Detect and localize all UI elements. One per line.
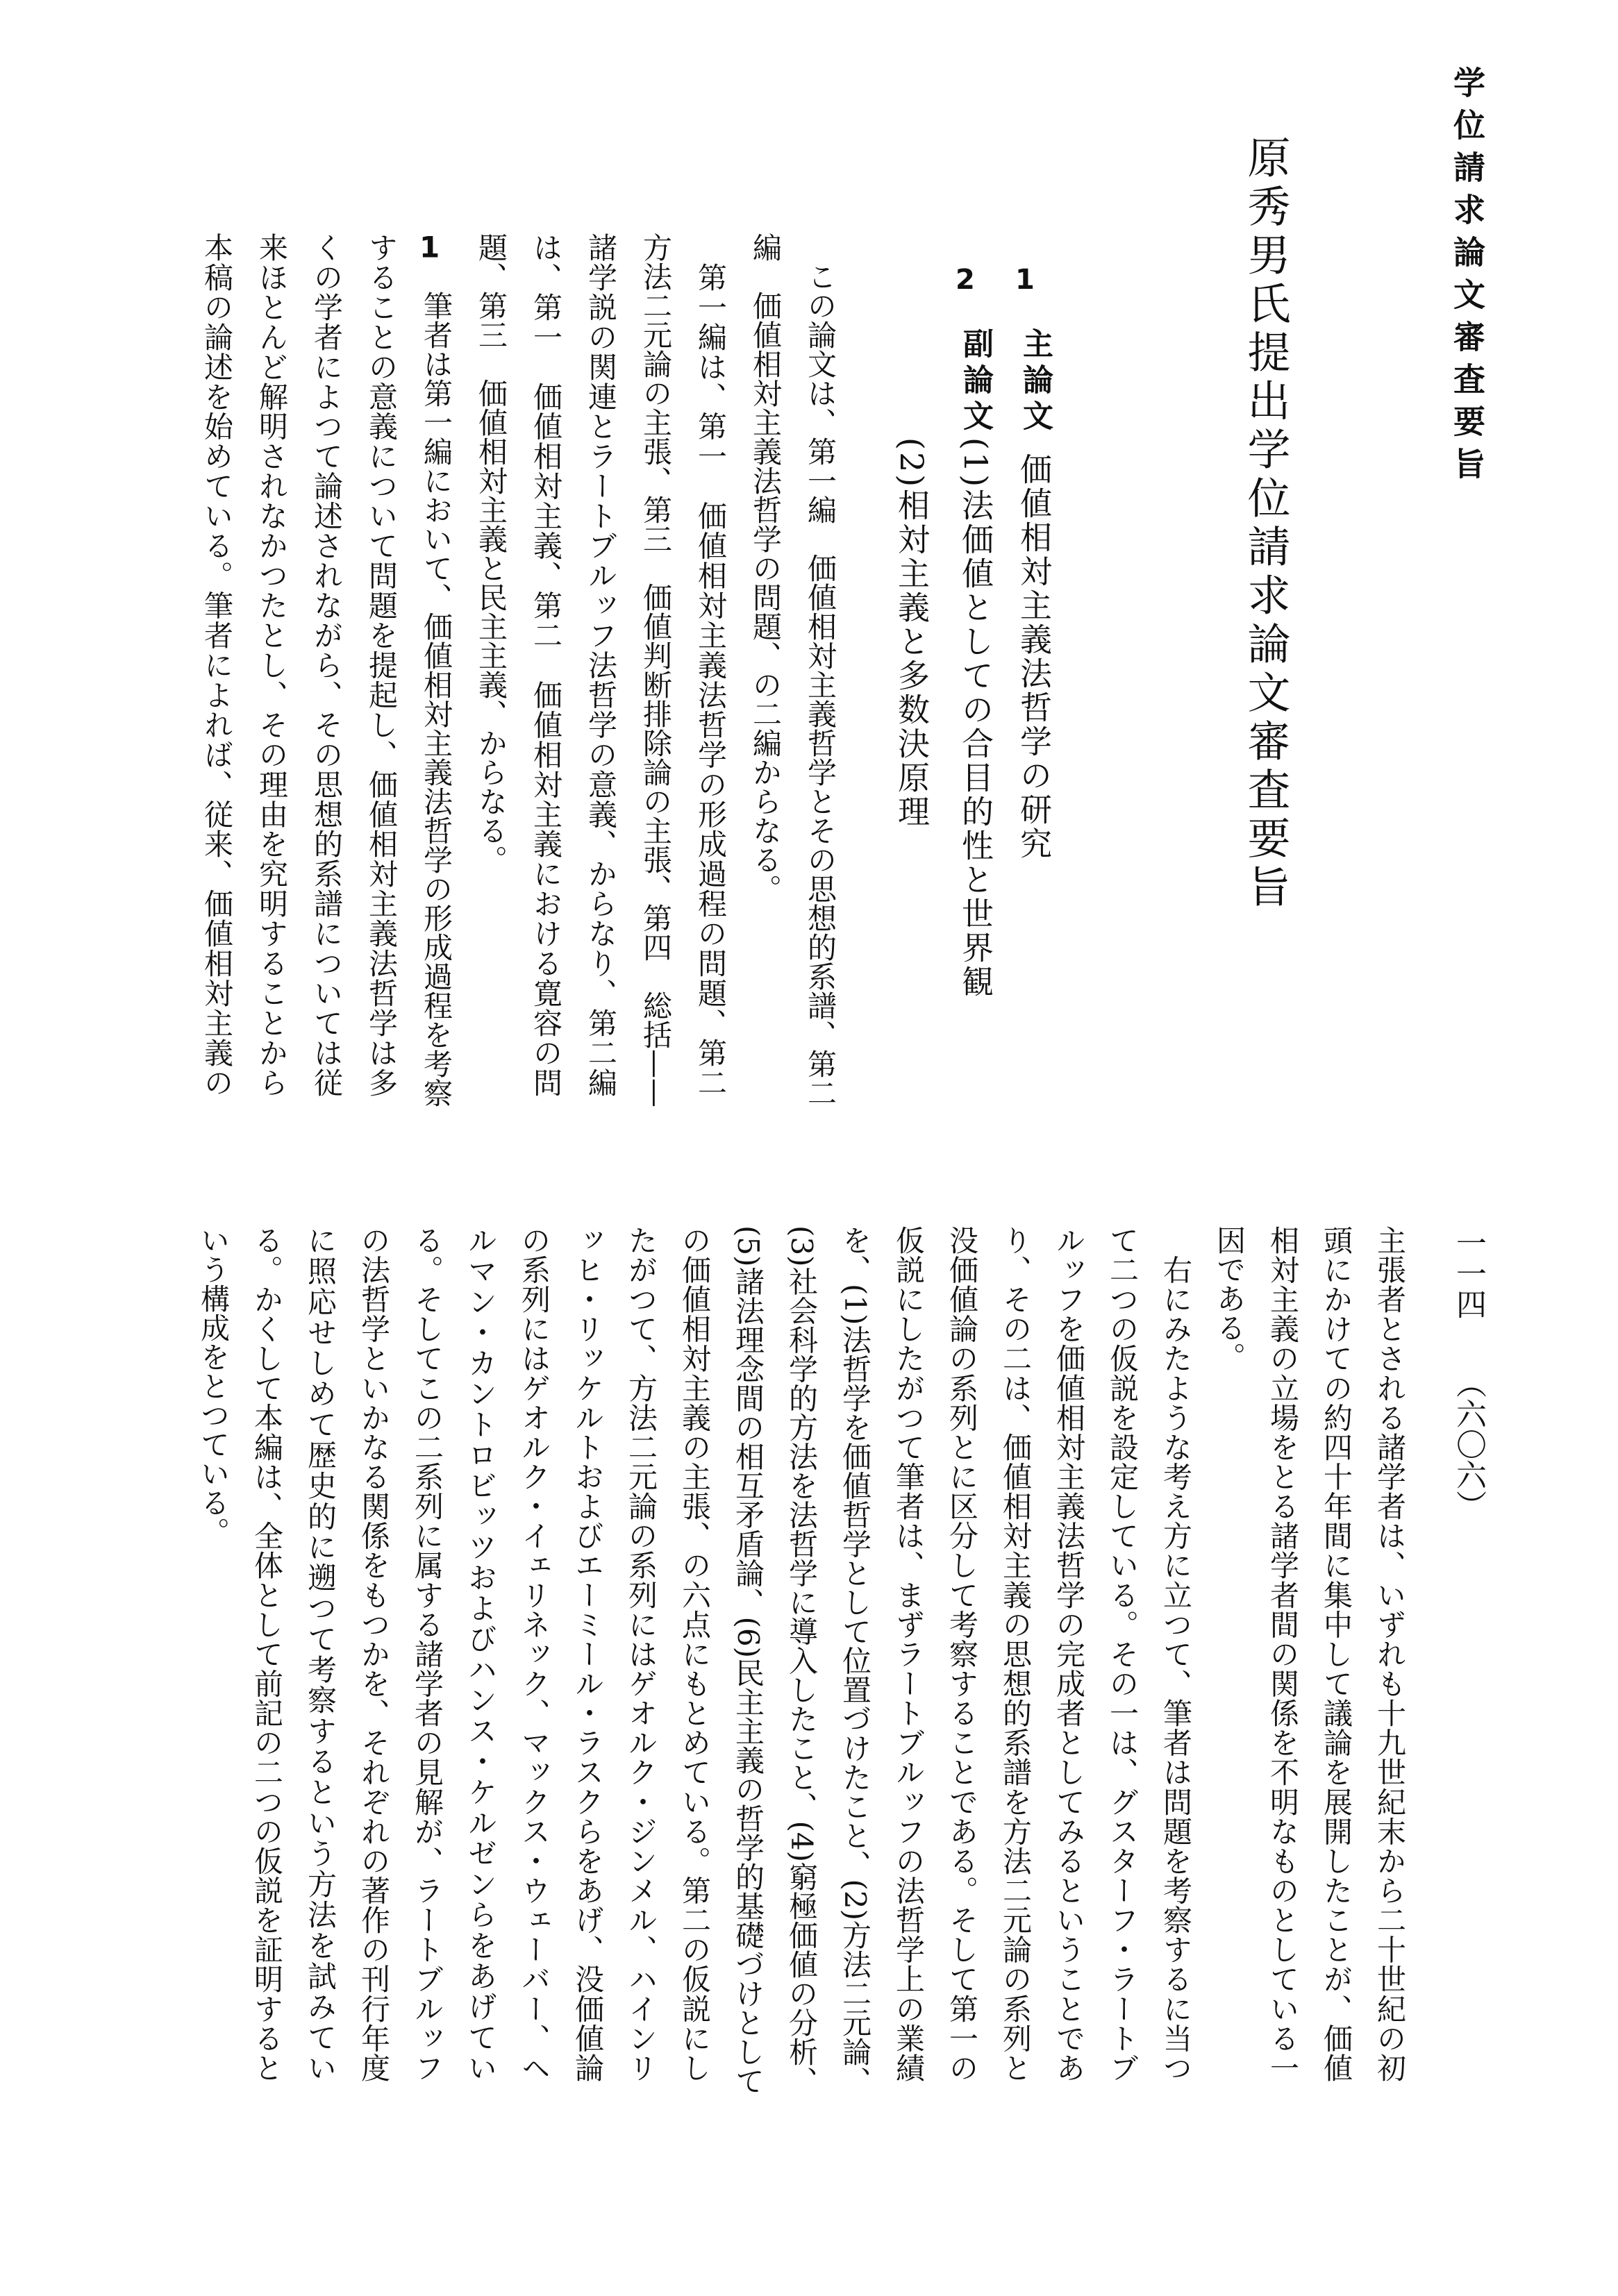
sub-thesis-2 [889,437,935,829]
line-text: 因である。 [1212,1225,1246,1371]
text-line [775,1225,828,2095]
text-line [464,233,519,1097]
line-text: 主張者とされる諸学者は、いずれも十九世紀末から二十世紀の初 [1373,1225,1407,2082]
text-line [738,233,793,1097]
text-line [1042,1225,1096,2082]
line-text: くの学者によつて論述されながら、その思想的系譜については従 [310,233,344,1097]
text-line [187,1225,240,2082]
thesis-number-1: 1 [1015,264,1035,296]
text-line [722,1225,775,2095]
text-line [519,233,574,1097]
line-text: 右にみたような考え方に立つて、筆者は問題を考察するに当つ [1159,1225,1193,2082]
text-line [294,1225,347,2082]
text-line [1203,1225,1256,2082]
text-line [935,1225,989,2082]
text-line [828,1225,882,2095]
text-line [615,1225,668,2082]
line-text: 本稿の論述を始めている。筆者によれば、従来、価値相対主義の [200,233,234,1097]
line-text: ルマン・カントロビッツおよびハンス・ケルゼンらをあげてい [464,1225,498,2082]
line-text: 没価値論の系列とに区分して考察することである。そして第一の [945,1225,979,2083]
line-text: 題、第三 価値相対主義と民主主義、からなる。 [474,233,508,874]
line-text: 頭にかけての約四十年間に集中して議論を展開したことが、価値 [1319,1225,1353,2082]
main-thesis-title: 価値相対主義法哲学の研究 [1015,453,1053,861]
sub-thesis-2-prefix: (2) [893,437,931,489]
line-text: り、その二は、価値相対主義の思想的系譜を方法二元論の系列と [999,1225,1033,2082]
line-text: 仮説にしたがつて筆者は、まずラートブルッフの法哲学上の業績 [892,1225,926,2083]
text-line [1256,1225,1310,2082]
line-text: の系列にはゲオルク・イェリネック、マックス・ウェーバー、ヘ [517,1225,551,2082]
sub-thesis-1-prefix: (1) [957,437,994,489]
text-line [244,233,299,1097]
sub-thesis-1 [953,437,999,999]
text-line [409,233,464,1107]
text-line [299,233,354,1097]
page-number-paren: （六〇六） [1451,1368,1486,1520]
text-line [574,233,628,1097]
text-line [347,1225,401,2082]
line-text: たがつて、方法二元論の系列にはゲオルク・ジンメル、ハインリ [624,1225,658,2082]
text-line [454,1225,508,2082]
text-line [683,233,738,1097]
text-line [668,1225,722,2082]
line-text: 相対主義の立場をとる諸学者間の関係を不明なものとしている一 [1266,1225,1300,2082]
text-line [1096,1225,1149,2082]
line-text: る。そしてこの二系列に属する諸学者の見解が、ラートブルッフ [410,1225,444,2082]
body-text-lower [187,1225,1417,2095]
text-line [1149,1225,1203,2082]
text-line [508,1225,561,2082]
line-text: る。かくして本編は、全体として前記の二つの仮説を証明すると [250,1225,284,2082]
line-text: に照応せしめて歴史的に遡つて考察するという方法を試みてい [303,1225,337,2082]
sub-thesis-2-title: 相対主義と多数決原理 [893,489,931,830]
text-line [354,233,409,1097]
line-text: いう構成をとつている。 [197,1225,231,1546]
text-line [561,1225,615,2082]
text-line [190,233,244,1097]
text-line [882,1225,935,2082]
line-text: 来ほとんど解明されなかつたとし、その理由を究明することから [255,233,289,1097]
page-number-kanji: 一一四 [1451,1227,1486,1319]
text-line [240,1225,294,2082]
page-number [1446,1227,1490,1520]
line-text: 編 価値相対主義法哲学の問題、の二編からなる。 [749,233,783,903]
text-line [1310,1225,1363,2082]
line-text: (5)諸法理念間の相互矛盾論、(6)民主主義の哲学的基礎づけとして [731,1225,765,2095]
body-text-upper [190,233,848,1107]
text-line [628,233,683,1107]
line-text: 方法二元論の主張、第三 価値判断排除論の主張、第四 総括—— [639,233,673,1107]
line-text: この論文は、第一編 価値相対主義哲学とその思想的系譜、第二 [803,233,837,1107]
thesis-label-sub: 副論文 [958,328,993,436]
line-text: の価値相対主義の主張、の六点にもとめている。第二の仮説にし [678,1225,712,2082]
line-text: ルッフを価値相対主義法哲学の完成者としてみるということであ [1052,1225,1086,2082]
line-text: 第一編は、第一 価値相対主義法哲学の形成過程の問題、第二 [694,233,728,1097]
line-text: (3)社会科学的方法を法哲学に導入したこと、(4)窮極価値の分析、 [785,1225,819,2095]
line-text: することの意義について問題を提起し、価値相対主義法哲学は多 [365,233,399,1098]
line-text: 筆者は第一編において、価値相対主義法哲学の形成過程を考察 [419,262,453,1107]
line-text: を、(1)法哲学を価値哲学として位置づけたこと、(2)方法二元論、 [838,1225,872,2095]
line-text: 諸学説の関連とラートブルッフ法哲学の意義、からなり、第二編 [584,233,618,1097]
section-number: 1 [419,233,440,262]
page-title: 原秀男氏提出学位請求論文審査要旨 [1240,135,1291,913]
sub-thesis-1-title: 法価値としての合目的性と世界観 [957,489,994,1000]
thesis-label-main: 主論文 [1017,328,1053,436]
line-text: て二つの仮説を設定している。その一は、グスターフ・ラートブ [1106,1225,1140,2082]
line-text: ッヒ・リッケルトおよびエーミール・ラスクらをあげ、没価値論 [571,1225,605,2082]
text-line [1363,1225,1417,2082]
line-text: は、第一 価値相対主義、第二 価値相対主義における寛容の問 [529,233,563,1097]
thesis-number-2: 2 [956,264,975,296]
text-line [989,1225,1042,2082]
text-line [401,1225,454,2082]
line-text: の法哲学といかなる関係をもつかを、それぞれの著作の刊行年度 [357,1225,391,2082]
text-line [793,233,848,1107]
running-header: 学位請求論文審査要旨 [1449,66,1486,489]
